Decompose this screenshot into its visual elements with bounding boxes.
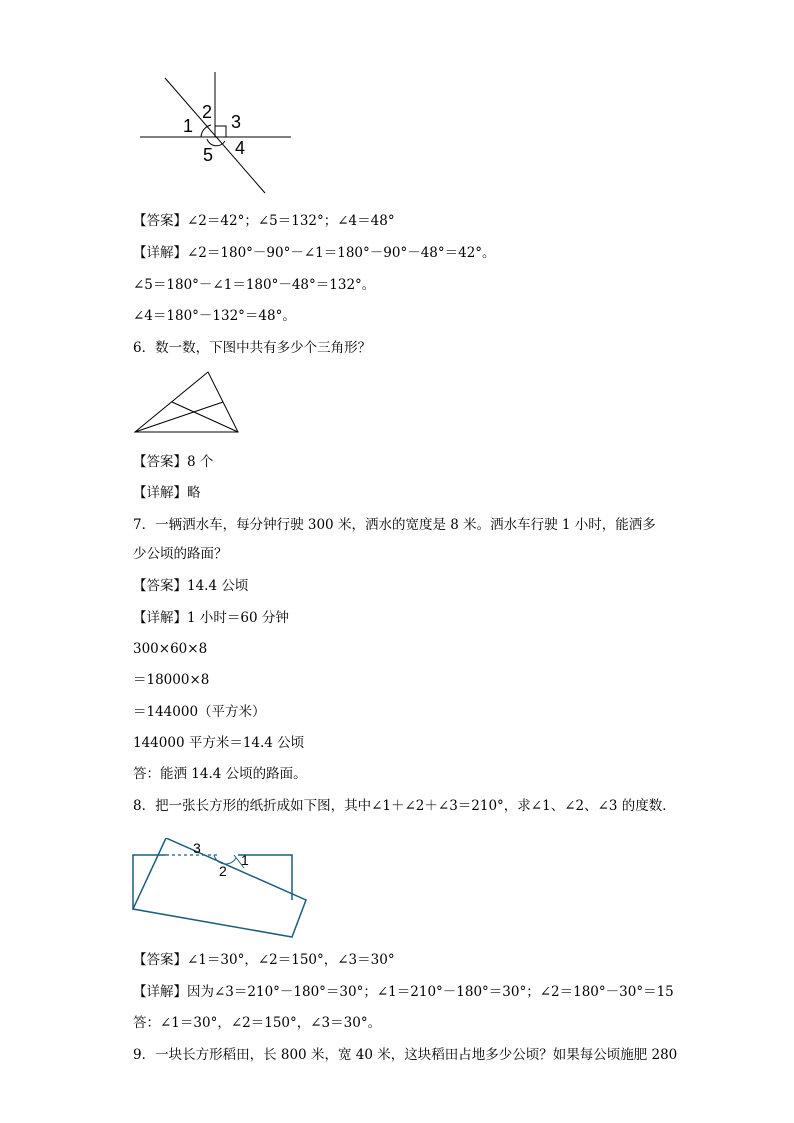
fold-label-2: 2 [219,863,227,879]
q6-answer: 【答案】8 个 [133,454,214,470]
q7-calc2: ＝18000×8 [133,672,210,688]
q8-detail: 【详解】因为∠3＝210°－180°＝30°；∠1＝210°－180°＝30°；∠2＝180°－30°＝15 [133,984,674,1000]
q7-detail: 【详解】1 小时＝60 分钟 [133,610,289,626]
q6-detail: 【详解】略 [133,485,201,501]
fold-label-1: 1 [241,852,249,868]
folded-paper-figure [128,838,313,942]
triangle-figure [130,368,245,436]
q5-line3: ∠4＝180°－132°＝48°。 [133,308,296,324]
q5-answer: 【答案】∠2＝42°；∠5＝132°；∠4＝48° [133,213,395,229]
q8-answer: 【答案】∠1＝30°，∠2＝150°，∠3＝30° [133,952,395,968]
angle-label-5: 5 [203,145,214,165]
q6-question: 6．数一数，下图中共有多少个三角形？ [133,340,372,356]
q7-final: 答：能洒 14.4 公顷的路面。 [133,766,307,782]
inner-line-a [135,402,223,432]
q7-question-line1: 7．一辆洒水车，每分钟行驶 300 米，洒水的宽度是 8 米。洒水车行驶 1 小时，能洒多 [133,517,656,533]
q7-calc3: ＝144000（平方米） [133,704,266,720]
q5-line2: ∠5＝180°－∠1＝180°－48°＝132°。 [133,277,376,293]
fold-label-3: 3 [193,840,201,856]
q7-calc1: 300×60×8 [133,641,208,657]
angle-figure [135,70,300,200]
angle-label-2: 2 [202,102,213,122]
rectangle-top-left [133,855,166,909]
angle-label-3: 3 [231,112,242,132]
q9-question: 9．一块长方形稻田，长 800 米，宽 40 米，这块稻田占地多少公顷？如果每公顷施肥 280 [133,1047,678,1063]
q7-answer: 【答案】14.4 公顷 [133,578,249,594]
q7-question-line2: 少公顷的路面？ [133,546,228,562]
q8-question: 8．把一张长方形的纸折成如下图，其中∠1＋∠2＋∠3＝210°，求∠1、∠2、∠3 的度数． [133,798,676,814]
q7-calc4: 144000 平方米＝14.4 公顷 [133,735,305,751]
q8-final: 答：∠1＝30°，∠2＝150°，∠3＝30°。 [133,1015,382,1031]
angle-label-1: 1 [183,116,194,136]
angle-label-4: 4 [235,138,246,158]
right-angle-mark [215,126,226,137]
folded-flap [133,838,306,937]
q5-detail: 【详解】∠2＝180°－90°－∠1＝180°－90°－48°＝42°。 [133,245,496,261]
angle-arc [201,125,211,137]
inner-line-b [172,402,238,432]
